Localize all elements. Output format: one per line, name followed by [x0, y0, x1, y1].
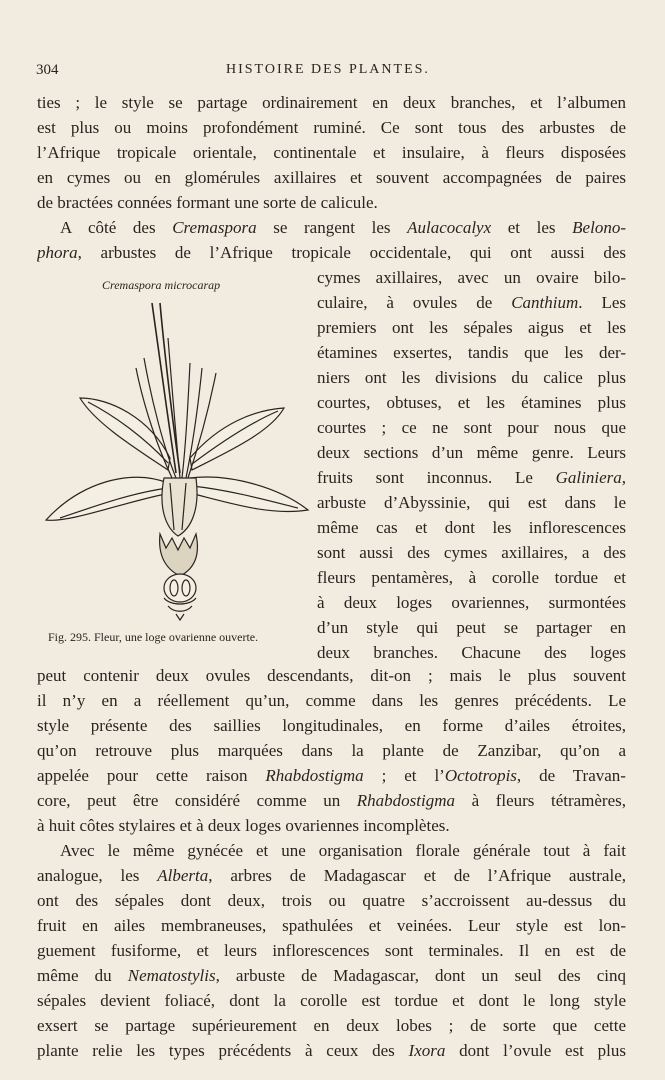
- text-line: [37, 690, 626, 712]
- figure: [40, 278, 310, 644]
- page-number: 304: [36, 62, 59, 78]
- text-run: sépales devient foliacé, dont la corolle est tordue et dont le long style: [37, 991, 626, 1010]
- text-run: qu’on retrouve plus marquées dans la plante de Zanzibar, qu’on a: [37, 741, 626, 760]
- text-run: fleurs pentamères, à corolle tordue et: [317, 568, 626, 587]
- genus-name: Ixora: [408, 1041, 446, 1060]
- text-line: [317, 342, 626, 364]
- text-line: [317, 467, 626, 489]
- text-run: A côté des: [60, 218, 173, 237]
- text-run: étamines exsertes, tandis que les der-: [317, 343, 626, 362]
- text-run: fruits sont inconnus. Le: [317, 468, 556, 487]
- text-line: [60, 840, 626, 862]
- text-line: [37, 865, 626, 887]
- text-line: [37, 915, 626, 937]
- genus-name: Octotropis: [444, 766, 517, 785]
- text-line: [317, 442, 626, 464]
- text-line: [37, 167, 626, 189]
- text-run: d’un style qui peut se partager en: [317, 618, 626, 637]
- text-run: core, peut être considéré comme un: [37, 791, 357, 810]
- text-run: deux branches. Chacune des loges: [317, 643, 626, 662]
- text-run: appelée pour cette raison: [37, 766, 266, 785]
- text-run: culaire, à ovules de: [317, 293, 512, 312]
- text-line: [37, 117, 626, 139]
- text-line: [37, 940, 626, 962]
- text-line: [60, 217, 626, 239]
- text-line: [37, 192, 626, 214]
- text-run: de bractées connées formant une sorte de calicule.: [37, 193, 378, 212]
- text-run: en cymes ou en glomérules axillaires et souvent accompagnées de paires: [37, 168, 626, 187]
- text-line: [317, 417, 626, 439]
- text-run: exsert se partage supérieurement en deux lobes ; de sorte que cette: [37, 1016, 626, 1035]
- text-run: premiers ont les sépales aigus et les: [317, 318, 626, 337]
- text-run: ,: [621, 468, 626, 487]
- text-line: [37, 890, 626, 912]
- text-run: à deux loges ovariennes, surmontées: [317, 593, 626, 612]
- text-line: [37, 740, 626, 762]
- text-line: [37, 965, 626, 987]
- text-line: [317, 642, 626, 664]
- text-run: est plus ou moins profondément ruminé. Ce sont tous des arbustes de: [37, 118, 626, 137]
- text-line: [317, 567, 626, 589]
- text-line: [37, 1040, 626, 1062]
- text-line: [37, 990, 626, 1012]
- flower-illustration: [40, 298, 310, 628]
- genus-name: Aulacocalyx: [407, 218, 492, 237]
- genus-name: Nematostylis: [127, 966, 216, 985]
- text-run: cymes axillaires, avec un ovaire bilo-: [317, 268, 626, 287]
- text-line: [37, 815, 626, 837]
- text-run: se rangent les: [256, 218, 408, 237]
- text-line: [317, 367, 626, 389]
- text-run: , arbres de Madagascar et de l’Afrique australe,: [208, 866, 626, 885]
- genus-name: Rhabdostigma: [265, 766, 364, 785]
- text-run: même cas et dont les inflorescences: [317, 518, 626, 537]
- text-line: [37, 92, 626, 114]
- text-run: , arbustes de l’Afrique tropicale occidentale, qui ont aussi des: [77, 243, 626, 262]
- text-run: , de Travan-: [516, 766, 626, 785]
- text-run: arbuste d’Abyssinie, qui est dans le: [317, 493, 626, 512]
- text-run: plante relie les types précédents à ceux des: [37, 1041, 409, 1060]
- text-run: même du: [37, 966, 128, 985]
- text-line: [37, 715, 626, 737]
- text-run: analogue, les: [37, 866, 158, 885]
- text-line: [37, 790, 626, 812]
- figure-caption: Fig. 295. Fleur, une loge ovarienne ouverte.: [48, 630, 259, 644]
- text-line: [317, 267, 626, 289]
- text-line: [317, 617, 626, 639]
- text-line: [317, 292, 626, 314]
- text-run: peut contenir deux ovules descendants, dit-on ; mais le plus souvent: [37, 666, 626, 685]
- text-line: [317, 542, 626, 564]
- text-line: [317, 392, 626, 414]
- text-line: [317, 492, 626, 514]
- text-run: . Les: [578, 293, 626, 312]
- genus-name: Galiniera: [555, 468, 622, 487]
- text-line: [317, 517, 626, 539]
- text-run: sont aussi des cymes axillaires, a des: [317, 543, 626, 562]
- text-line: [37, 1015, 626, 1037]
- text-line: [37, 665, 626, 687]
- genus-name: Canthium: [511, 293, 579, 312]
- text-run: et les: [491, 218, 573, 237]
- text-line: [37, 142, 626, 164]
- figure-title: Cremaspora microcarap: [102, 278, 221, 292]
- text-run: Avec le même gynécée et une organisation florale générale tout à fait: [60, 841, 626, 860]
- text-line: [37, 242, 626, 264]
- text-run: ont des sépales dont deux, trois ou quatre s’accroissent au-dessus du: [37, 891, 626, 910]
- genus-name: phora: [37, 243, 78, 262]
- text-run: style présente des saillies longitudinales, en forme d’ailes étroites,: [37, 716, 626, 735]
- text-line: [37, 765, 626, 787]
- text-run: à huit côtes stylaires et à deux loges ovariennes incomplètes.: [37, 816, 450, 835]
- text-run: à fleurs tétramères,: [455, 791, 626, 810]
- text-run: , arbuste de Madagascar, dont un seul des cinq: [215, 966, 626, 985]
- text-run: courtes ; ce ne sont pour nous que: [317, 418, 626, 437]
- text-line: [317, 592, 626, 614]
- running-title: HISTOIRE DES PLANTES.: [226, 62, 430, 77]
- genus-name: Cremaspora: [172, 218, 257, 237]
- genus-name: Rhabdostigma: [356, 791, 456, 810]
- text-run: ; et l’: [363, 766, 445, 785]
- text-line: [317, 317, 626, 339]
- page-header: [36, 62, 629, 84]
- text-run: niers ont les divisions du calice plus: [317, 368, 626, 387]
- text-run: guement fusiforme, et leurs inflorescences sont terminales. Il en est de: [37, 941, 626, 960]
- text-run: fruit en ailes membraneuses, spathulées et veinées. Leur style est lon-: [37, 916, 626, 935]
- text-run: dont l’ovule est plus: [445, 1041, 626, 1060]
- text-run: ties ; le style se partage ordinairement en deux branches, et l’albumen: [37, 93, 626, 112]
- text-run: il n’y en a réellement qu’un, comme dans les genres précédents. Le: [37, 691, 626, 710]
- genus-name: Belono-: [572, 218, 626, 237]
- text-run: courtes, obtuses, et les étamines plus: [317, 393, 626, 412]
- text-run: l’Afrique tropicale orientale, continentale et insulaire, à fleurs disposées: [37, 143, 626, 162]
- genus-name: Alberta: [157, 866, 209, 885]
- text-run: deux sections d’un même genre. Leurs: [317, 443, 626, 462]
